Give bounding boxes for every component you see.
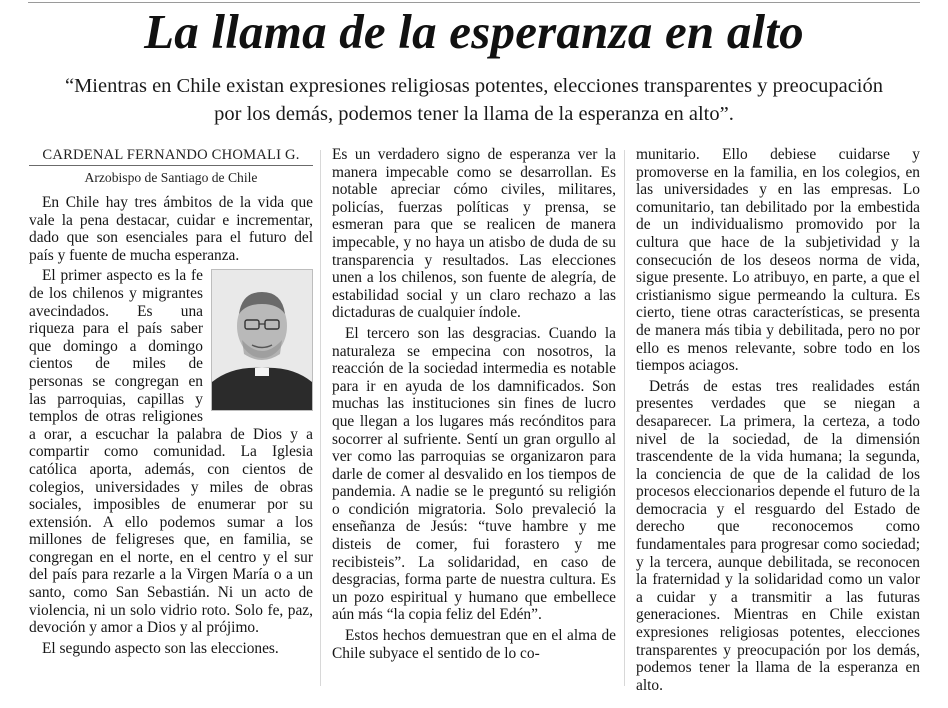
paragraph-conclusion: Detrás de estas tres realidades están presentes verdades que se niegan a desaparecer. La primera, la certeza, a todo nivel de la sociedad, de la dimensión trascendente de la vida humana; la segunda, la conciencia de que de la calidad de los procesos eleccionarios depende el futuro de la democracia y el resguardo del Estado de derecho que reconocemos como fundamentales para progresar como sociedad; y la tercera, aunque debilitada, se reconocen la fraternidad y la solidaridad como un valor a cuidar y a transmitir a las futuras generaciones. Mientras en Chile existan expresiones religiosas potentes, elecciones transparentes y preocupación por los demás, podemos tener la llama de la esperanza en alto. — [636, 377, 920, 694]
paragraph-elections: Es un verdadero signo de esperanza ver la manera impecable como se desarrollan. Es notable apreciar cómo civiles, militares, policías, fuerzas políticas y prensa, se esmeran para que se realicen de manera impecable, y no haya un atisbo de duda de su transparencia y resultados. Las elecciones unen a los chilenos, son fuente de alegría, de estabilidad social y un claro rechazo a las dictaduras de cualquier índole. — [332, 146, 616, 322]
article-column-1 — [29, 146, 313, 660]
byline-role: Arzobispo de Santiago de Chile — [84, 170, 258, 185]
paragraph-faith: El primer aspecto es la fe de los chilenos y migrantes avecindados. Es una riqueza para el país saber que domingo a domingo cientos de miles de personas se congregan en las parroquias, capillas y templos de otras religiones a orar, a escuchar la palabra de Dios y a compartir como comunidad. La Iglesia católica aporta, además, con cientos de colegios, universidades y miles de obras sociales, imposibles de enumerar por su extensión. A ello podemos sumar a los millones de feligreses que, en familia, se congregan en el norte, en el centro y el sur del país para rezarle a la Virgen María o a un santo, como San Sebastián. Ni un acto de violencia, ni un solo vidrio roto. Solo fe, paz, devoción y amor a Dios y al prójimo. — [29, 267, 313, 637]
column-divider-2 — [624, 150, 625, 686]
headline: La llama de la esperanza en alto — [144, 4, 804, 59]
author-portrait-icon — [212, 270, 312, 410]
top-rule — [28, 2, 920, 3]
byline-author: CARDENAL FERNANDO CHOMALI G. — [29, 146, 313, 166]
column-divider-1 — [320, 150, 321, 686]
paragraph-elections-intro: El segundo aspecto son las elecciones. — [42, 639, 279, 657]
paragraph-community-start: Estos hechos demuestran que en el alma de Chile subyace el sentido de lo co- — [332, 627, 616, 662]
standfirst-line-2: por los demás, podemos tener la llama de la esperanza en alto”. — [214, 103, 734, 125]
paragraph-community: munitario. Ello debiese cuidarse y promoverse en la familia, en los colegios, en las universidades y en las empresas. Lo comunitario, tan debilitado por la embestida de un individualismo promovido por la cultura que hace de la subjetividad y la consecución de los deseos norma de vida, sigue presente. Lo atribuyo, en parte, a que el cristianismo sigue permeando la cultura. Es cierto, tiene otras características, se presenta de manera más tibia y debilitada, pero no por ello es menos relevante, sobre todo en los tiempos aciagos. — [636, 146, 920, 375]
paragraph-intro: En Chile hay tres ámbitos de la vida que vale la pena destacar, cuidar e incrementar, dado que son esenciales para el futuro del país y fuente de mucha esperanza. — [29, 194, 313, 264]
standfirst-line-1: “Mientras en Chile existan expresiones religiosas potentes, elecciones transparentes y preocupación — [64, 75, 883, 97]
article-column-2 — [332, 146, 616, 665]
standfirst — [34, 72, 914, 128]
author-photo — [211, 269, 313, 411]
paragraph-disasters: El tercero son las desgracias. Cuando la naturaleza se empecina con nosotros, la reacción de la sociedad intermedia es notable para ir en ayuda de los damnificados. Son muchas las instituciones sin fines de lucro que llegan a los lugares más recónditos para socorrer al sufriente. Sentí un gran orgullo al ver como las parroquias se organizaron para darle de comer al desvalido en los tiempos de pandemia. A nadie se le preguntó su religión o condición migratoria. Solo prevaleció la enseñanza de Jesús: “tuve hambre y me disteis de comer, fui forastero y me recibisteis”. La solidaridad, en caso de desgracias, forma parte de nuestra cultura. Es un pozo espiritual y humano que embellece aún más “la copia feliz del Edén”. — [332, 324, 616, 624]
article-column-3 — [636, 146, 920, 697]
